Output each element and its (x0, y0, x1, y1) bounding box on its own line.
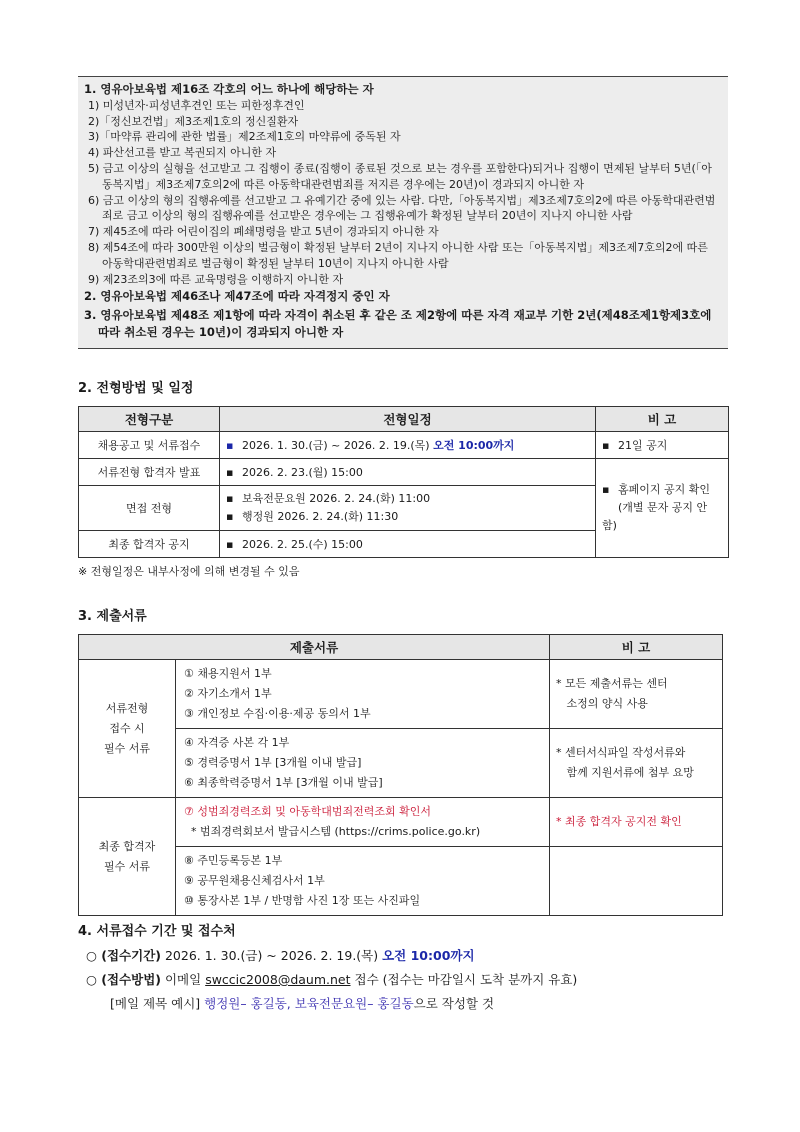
doc-list (176, 798, 550, 847)
doc-item: ⑧ 주민등록등본 1부 (184, 854, 283, 867)
section-title: 3. 제출서류 (78, 609, 147, 624)
col-header: 제출서류 (79, 635, 550, 660)
section-title: 2. 전형방법 및 일정 (78, 381, 194, 396)
doc-list (176, 847, 550, 916)
disqualification-box (78, 76, 728, 349)
col-header: 비 고 (596, 407, 729, 432)
example-label: [메일 제목 예시] (110, 996, 205, 1011)
remark-cell: * 최종 합격자 공지전 확인 (550, 798, 723, 847)
doc-item: ① 채용지원서 1부 (184, 667, 272, 680)
disq-item: 7) 제45조에 따라 어린이집의 폐쇄명령을 받고 5년이 경과되지 아니한 자 (88, 225, 439, 239)
doc-item: ② 자기소개서 1부 (184, 687, 272, 700)
disq-item: 9) 제23조의3에 따른 교육명령을 이행하지 아니한 자 (88, 272, 344, 286)
schedule-cell: ▪ 2026. 2. 25.(수) 15:00 (220, 531, 596, 558)
doc-list (176, 729, 550, 798)
schedule-footnote: ※ 전형일정은 내부사정에 의해 변경될 수 있음 (78, 565, 300, 578)
method-text: 접수 (접수는 마감일시 도착 분까지 유효) (350, 972, 578, 987)
deadline-text: 오전 10:00까지 (433, 439, 515, 452)
documents-table (78, 634, 723, 916)
table-row (79, 459, 729, 486)
period-deadline: 오전 10:00까지 (382, 948, 475, 963)
table-row (79, 729, 723, 798)
stage-cell: 최종 합격자 공지 (79, 531, 220, 558)
mail-subject-example (110, 994, 494, 1012)
doc-item: ③ 개인정보 수집·이용·제공 동의서 1부 (184, 707, 371, 720)
schedule-text: 2026. 1. 30.(금) ~ 2026. 2. 19.(목) (242, 439, 430, 452)
period-label: ○ (접수기간) (86, 948, 161, 963)
disq-item-3: 3. 영유아보육법 제48조 제1항에 따라 자격이 취소된 후 같은 조 제2항에 따른 자격 재교부 기한 2년(제48조제1항제3호에 따라 취소된 경우는 10년)이 경과되지 아니한 자 (84, 308, 712, 340)
schedule-text: 2026. 2. 23.(월) 15:00 (242, 466, 363, 479)
schedule-text: 보육전문요원 2026. 2. 24.(화) 11:00 (242, 492, 431, 505)
disq-item: 6) 금고 이상의 형의 집행유예를 선고받고 그 유예기간 중에 있는 사람. 다만,「아동복지법」제3조제7호의2에 따른 아동학대관련범죄로 금고 이상의 형의 집행유예를 선고받은 경우에는 그 집행유예가 확정된 날부터 20년이 지나지 아니한 사람 (88, 193, 716, 223)
schedule-text: 행정원 2026. 2. 24.(화) 11:30 (242, 510, 399, 523)
application-period (86, 946, 475, 964)
doc-list (176, 660, 550, 729)
table-row (79, 798, 723, 847)
doc-item: ⑤ 경력증명서 1부 [3개월 이내 발급] (184, 756, 362, 769)
table-row (79, 660, 723, 729)
note-text: 21일 공지 (618, 439, 668, 452)
doc-item: ⑥ 최종학력증명서 1부 [3개월 이내 발급] (184, 776, 383, 789)
schedule-cell: ▪ 2026. 1. 30.(금) ~ 2026. 2. 19.(목) 오전 10:00까지 (220, 432, 596, 459)
note-cell: ▪ 21일 공지 (596, 432, 729, 459)
disq-item: 4) 파산선고를 받고 복권되지 아니한 자 (88, 146, 277, 160)
group-cell: 서류전형 접수 시 필수 서류 (79, 660, 176, 798)
col-header: 전형구분 (79, 407, 220, 432)
group-cell: 최종 합격자 필수 서류 (79, 798, 176, 916)
section-title: 4. 서류접수 기간 및 접수처 (78, 924, 236, 939)
remark-cell (550, 847, 723, 916)
period-text: 2026. 1. 30.(금) ~ 2026. 2. 19.(목) (161, 948, 383, 963)
disq-item: 5) 금고 이상의 실형을 선고받고 그 집행이 종료(집행이 종료된 것으로 보는 경우를 포함한다)되거나 집행이 면제된 날부터 5년(「아동복지법」제3조제7호의2에 따른 아동학대관련범죄를 저지른 경우에는 20년)이 경과되지 아니한 자 (88, 161, 712, 191)
remark-cell: * 센터서식파일 작성서류와 함께 지원서류에 첨부 요망 (550, 729, 723, 798)
disq-item-2: 2. 영유아보육법 제46조나 제47조에 따라 자격정지 중인 자 (84, 289, 390, 304)
table-row (79, 432, 729, 459)
example-text: 행정원– 홍길동, 보육전문요원– 홍길동 (204, 996, 414, 1011)
remark-cell: * 모든 제출서류는 센터 소정의 양식 사용 (550, 660, 723, 729)
note-text: 홈페이지 공지 확인 (618, 483, 711, 496)
stage-cell: 서류전형 합격자 발표 (79, 459, 220, 486)
disq-head: 1. 영유아보육법 제16조 각호의 어느 하나에 해당하는 자 (84, 82, 374, 96)
doc-item: ⑨ 공무원채용신체검사서 1부 (184, 874, 325, 887)
disq-item: 1) 미성년자·피성년후견인 또는 피한정후견인 (88, 98, 305, 112)
application-method (86, 970, 577, 988)
example-suffix: 으로 작성할 것 (413, 996, 495, 1011)
stage-cell: 채용공고 및 서류접수 (79, 432, 220, 459)
note-text: (개별 문자 공지 안함) (602, 501, 708, 532)
schedule-cell: ▪ 2026. 2. 23.(월) 15:00 (220, 459, 596, 486)
doc-item: ⑦ 성범죄경력조회 및 아동학대범죄전력조회 확인서 (184, 805, 431, 818)
table-row (79, 847, 723, 916)
schedule-cell: ▪ 보육전문요원 2026. 2. 24.(화) 11:00 ▪ 행정원 2026. 2. 24.(화) 11:30 (220, 486, 596, 531)
email-link[interactable]: swccic2008@daum.net (205, 972, 351, 987)
schedule-text: 2026. 2. 25.(수) 15:00 (242, 538, 363, 551)
doc-item: * 범죄경력회보서 발급시스템 (https://crims.police.go.kr) (184, 825, 481, 838)
disq-item: 3)「마약류 관리에 관한 법률」제2조제1호의 마약류에 중독된 자 (88, 130, 401, 144)
doc-item: ⑩ 통장사본 1부 / 반명함 사진 1장 또는 사진파일 (184, 894, 421, 907)
method-label: ○ (접수방법) (86, 972, 161, 987)
method-text: 이메일 (161, 972, 206, 987)
disq-item: 2)「정신보건법」제3조제1호의 정신질환자 (88, 114, 299, 128)
schedule-table (78, 406, 729, 558)
col-header: 비 고 (550, 635, 723, 660)
stage-cell: 면접 전형 (79, 486, 220, 531)
disq-item: 8) 제54조에 따라 300만원 이상의 벌금형이 확정된 날부터 2년이 지나지 아니한 사람 또는「아동복지법」제3조제7호의2에 따른 아동학대관련범죄로 벌금형이 확정된 날부터 10년이 지나지 아니한 사람 (88, 240, 708, 270)
merged-note-cell: ▪ 홈페이지 공지 확인 (개별 문자 공지 안함) (596, 459, 729, 558)
doc-item: ④ 자격증 사본 각 1부 (184, 736, 290, 749)
col-header: 전형일정 (220, 407, 596, 432)
